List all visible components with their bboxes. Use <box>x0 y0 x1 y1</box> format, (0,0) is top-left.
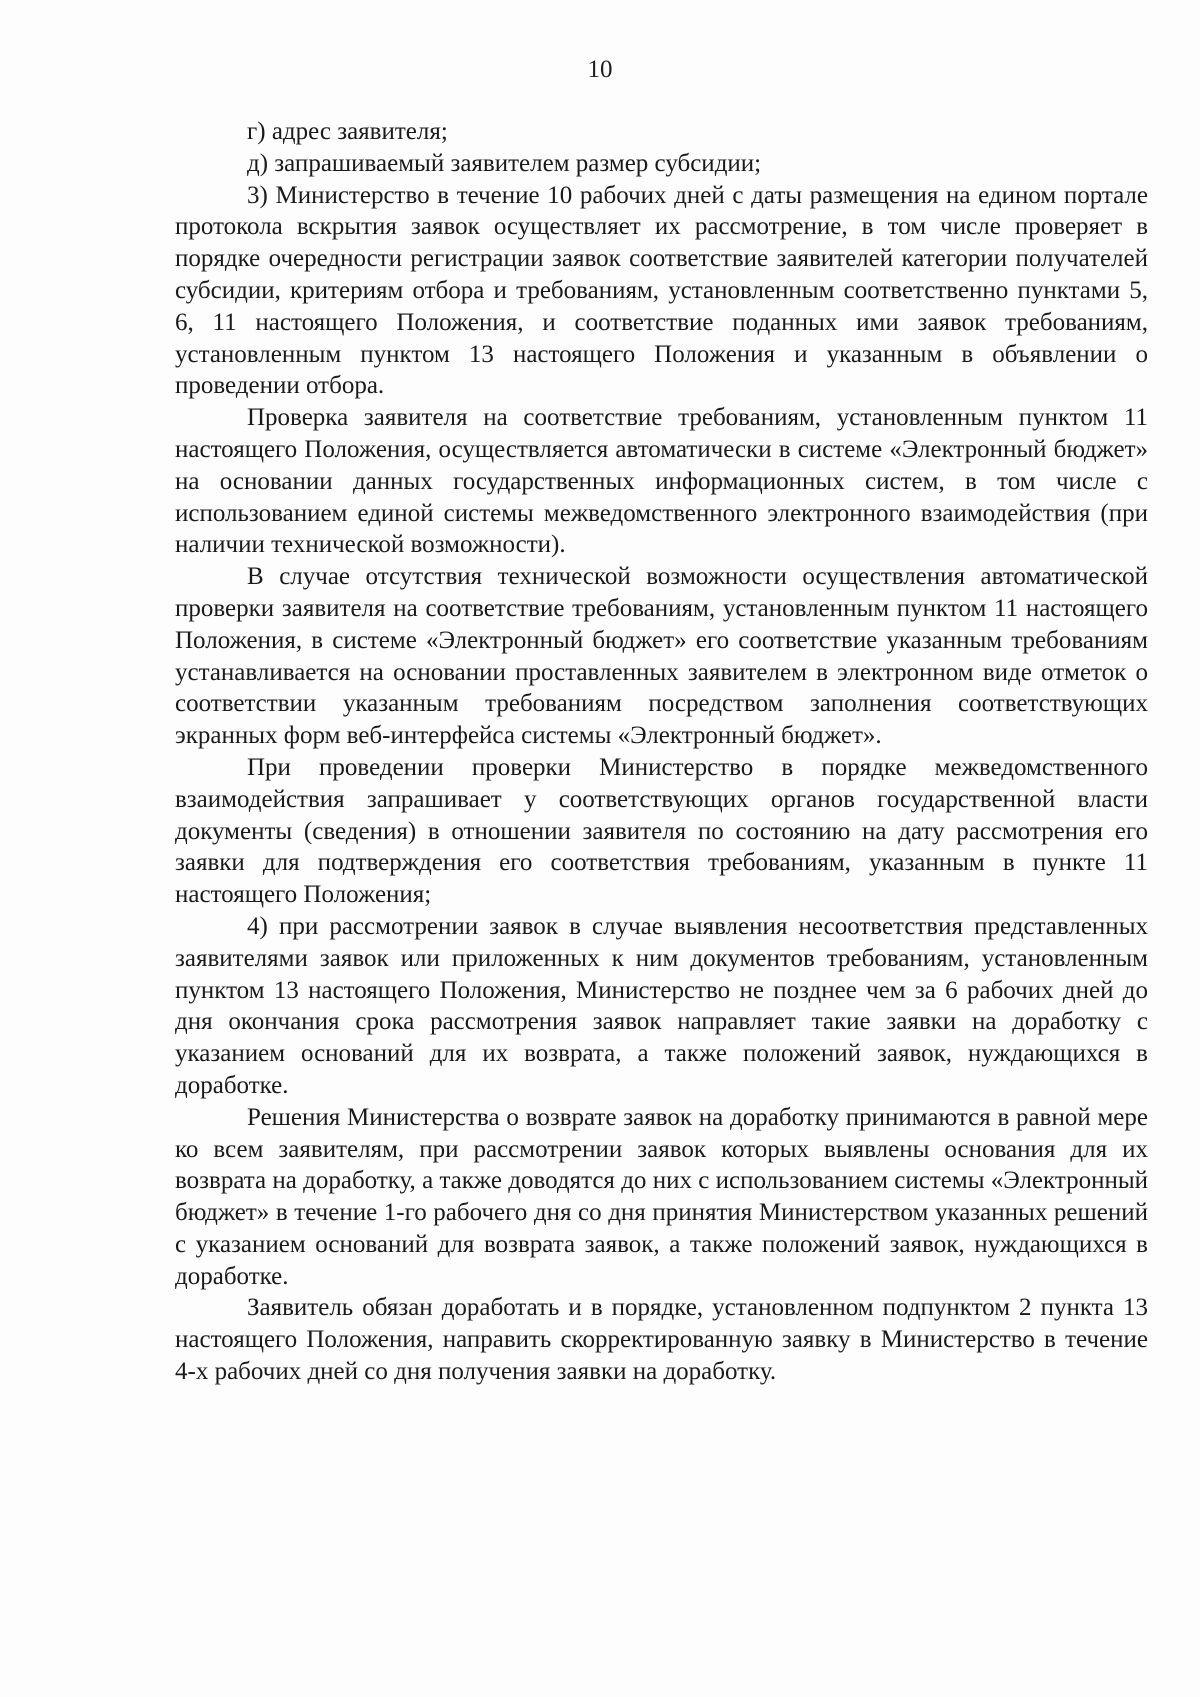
paragraph-item-3: 3) Министерство в течение 10 рабочих дней с даты размещения на едином портале протокола вскрытия заявок осуществляет их рассмотрение, в том числе проверяет в порядке очередности регистрации заявок соответствие заявителей категории получателей субсидии, критериям отбора и требованиям, установленным соответственно пунктами 5, 6, 11 настоящего Положения, и соответствие поданных ими заявок требованиям, установленным пунктом 13 настоящего Положения и указанным в объявлении о проведении отбора. <box>175 181 1148 400</box>
document-body <box>175 116 1148 1388</box>
paragraph-applicant-obligation: Заявитель обязан доработать и в порядке, установленном подпунктом 2 пункта 13 настоящего Положения, направить скорректированную заявку в Министерство в течение 4-х рабочих дней со дня получения заявки на доработку. <box>175 1294 1148 1386</box>
paragraph-manual-check: В случае отсутствия технической возможности осуществления автоматической проверки заявителя на соответствие требованиям, установленным пунктом 11 настоящего Положения, в системе «Электронный бюджет» его соответствие указанным требованиям устанавливается на основании проставленных заявителем в электронном виде отметок о соответствии указанным требованиям посредством заполнения соответствующих экранных форм веб-интерфейса системы «Электронный бюджет». <box>175 563 1148 750</box>
paragraph-automatic-check: Проверка заявителя на соответствие требованиям, установленным пунктом 11 настоящего Положения, осуществляется автоматически в системе «Электронный бюджет» на основании данных государственных информационных систем, в том числе с использованием единой системы межведомственного электронного взаимодействия (при наличии технической возможности). <box>175 404 1148 559</box>
paragraph-item-g: г) адрес заявителя; <box>247 118 448 145</box>
paragraph-return-decisions: Решения Министерства о возврате заявок на доработку принимаются в равной мере ко всем заявителям, при рассмотрении заявок которых выявлены основания для их возврата на доработку, а также доводятся до них с использованием системы «Электронный бюджет» в течение 1-го рабочего дня со дня принятия Министерством указанных решений с указанием оснований для возврата заявок, а также положений заявок, нуждающихся в доработке. <box>175 1103 1148 1290</box>
page-number: 10 <box>587 56 613 83</box>
paragraph-item-d: д) запрашиваемый заявителем размер субсидии; <box>247 149 762 177</box>
paragraph-interagency-request: При проведении проверки Министерство в порядке межведомственного взаимодействия запрашивает у соответствующих органов государственной власти документы (сведения) в отношении заявителя по состоянию на дату рассмотрения его заявки для подтверждения его соответствия требованиям, указанным в пункте 11 настоящего Положения; <box>175 753 1148 909</box>
paragraph-item-4: 4) при рассмотрении заявок в случае выявления несоответствия представленных заявителями заявок или приложенных к ним документов требованиям, установленным пунктом 13 настоящего Положения, Министерство не позднее чем за 6 рабочих дней до дня окончания срока рассмотрения заявок направляет такие заявки на доработку с указанием оснований для их возврата, а также положений заявок, нуждающихся в доработке. <box>175 912 1148 1099</box>
